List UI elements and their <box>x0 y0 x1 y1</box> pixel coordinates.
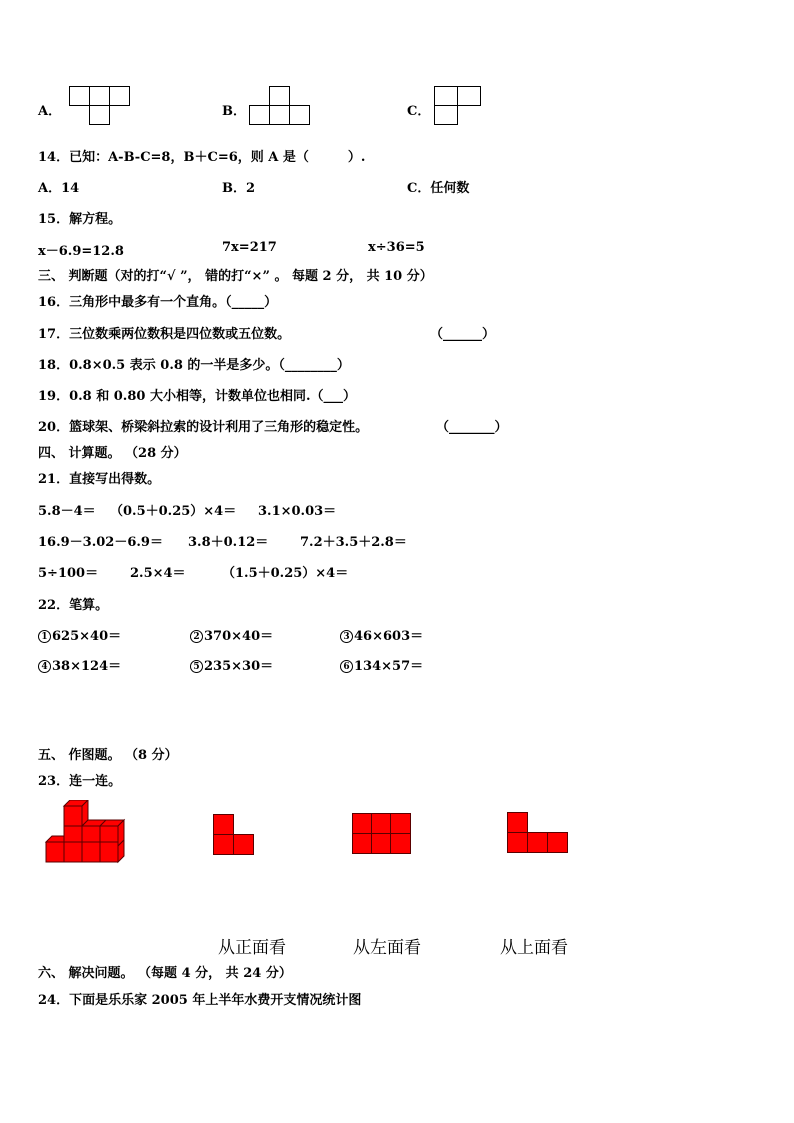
q13-option-b-figure <box>249 86 311 126</box>
q24-text: 24．下面是乐乐家 2005 年上半年水费开支情况统计图 <box>38 993 362 1008</box>
circled-number-1: 1 <box>38 630 51 643</box>
q21-r3-c1: 5÷100＝ <box>38 566 99 581</box>
q14-text: 14．已知：A-B-C=8，B＋C=6，则 A 是（ ）. <box>38 150 366 165</box>
section3-title: 三、 判断题（对的打“√ ”， 错的打“×” 。 每题 2 分， 共 10 分） <box>38 269 433 284</box>
q23-view-shape-2 <box>352 813 412 855</box>
q21-r2-c3: 7.2＋3.5＋2.8＝ <box>300 535 407 550</box>
q21-r3-c2: 2.5×4＝ <box>130 566 186 581</box>
q17-blank: （______） <box>430 327 496 342</box>
q22-title: 22．笔算。 <box>38 598 109 613</box>
q22-item-3 <box>340 625 423 644</box>
circled-number-5: 5 <box>190 660 203 673</box>
circled-number-2: 2 <box>190 630 203 643</box>
q15-equation-1: x－6.9=12.8 <box>38 244 124 259</box>
q21-r1-c2: （0.5＋0.25）×4＝ <box>110 504 237 519</box>
q17-text: 17．三位数乘两位数积是四位数或五位数。 <box>38 327 291 342</box>
q23-title: 23．连一连。 <box>38 774 122 789</box>
q20-blank: （_______） <box>436 420 508 435</box>
circled-number-3: 3 <box>340 630 353 643</box>
q22-expr-4: 38×124＝ <box>52 659 122 674</box>
q19-text: 19．0.8 和 0.80 大小相等，计数单位也相同.（___） <box>38 389 356 404</box>
q22-expr-5: 235×30＝ <box>204 659 274 674</box>
q23-view-shape-3 <box>507 812 569 854</box>
q22-expr-2: 370×40＝ <box>204 629 274 644</box>
q13-option-c-figure <box>434 86 482 126</box>
q21-r2-c1: 16.9－3.02－6.9＝ <box>38 535 163 550</box>
q22-item-5 <box>190 655 273 674</box>
q15-title: 15．解方程。 <box>38 212 122 227</box>
section4-title: 四、 计算题。 （28 分） <box>38 446 187 461</box>
q22-item-6 <box>340 655 423 674</box>
q14-option-b: B．2 <box>222 181 256 196</box>
q21-r2-c2: 3.8＋0.12＝ <box>188 535 269 550</box>
q14-option-c: C．任何数 <box>407 181 470 196</box>
view-label-top: 从上面看 <box>500 938 568 958</box>
q13-option-b-label: B． <box>222 104 246 119</box>
q22-item-4 <box>38 655 121 674</box>
view-label-front: 从正面看 <box>218 938 286 958</box>
q23-view-shape-1 <box>213 814 255 856</box>
q18-text: 18．0.8×0.5 表示 0.8 的一半是多少。（________） <box>38 358 350 373</box>
q22-item-2 <box>190 625 273 644</box>
q15-equation-2: 7x=217 <box>222 240 277 255</box>
q16-text: 16．三角形中最多有一个直角。（_____） <box>38 295 278 310</box>
section5-title: 五、 作图题。 （8 分） <box>38 748 178 763</box>
q13-option-a-label: A． <box>38 104 62 119</box>
section6-title: 六、 解决问题。 （每题 4 分， 共 24 分） <box>38 966 292 981</box>
q20-text: 20．篮球架、桥梁斜拉索的设计利用了三角形的稳定性。 <box>38 420 369 435</box>
q23-3d-block-figure <box>44 800 126 864</box>
q21-r1-c1: 5.8－4＝ <box>38 504 96 519</box>
q13-option-a-figure <box>69 86 131 126</box>
q21-r1-c3: 3.1×0.03＝ <box>258 504 337 519</box>
q22-expr-1: 625×40＝ <box>52 629 122 644</box>
q21-title: 21．直接写出得数。 <box>38 472 161 487</box>
q22-expr-6: 134×57＝ <box>354 659 424 674</box>
q22-item-1 <box>38 625 121 644</box>
q22-expr-3: 46×603＝ <box>354 629 424 644</box>
view-label-left: 从左面看 <box>353 938 421 958</box>
q21-r3-c3: （1.5＋0.25）×4＝ <box>222 566 349 581</box>
circled-number-4: 4 <box>38 660 51 673</box>
q14-option-a: A．14 <box>38 181 80 196</box>
q15-equation-3: x÷36=5 <box>368 240 425 255</box>
q13-option-c-label: C． <box>407 104 431 119</box>
circled-number-6: 6 <box>340 660 353 673</box>
